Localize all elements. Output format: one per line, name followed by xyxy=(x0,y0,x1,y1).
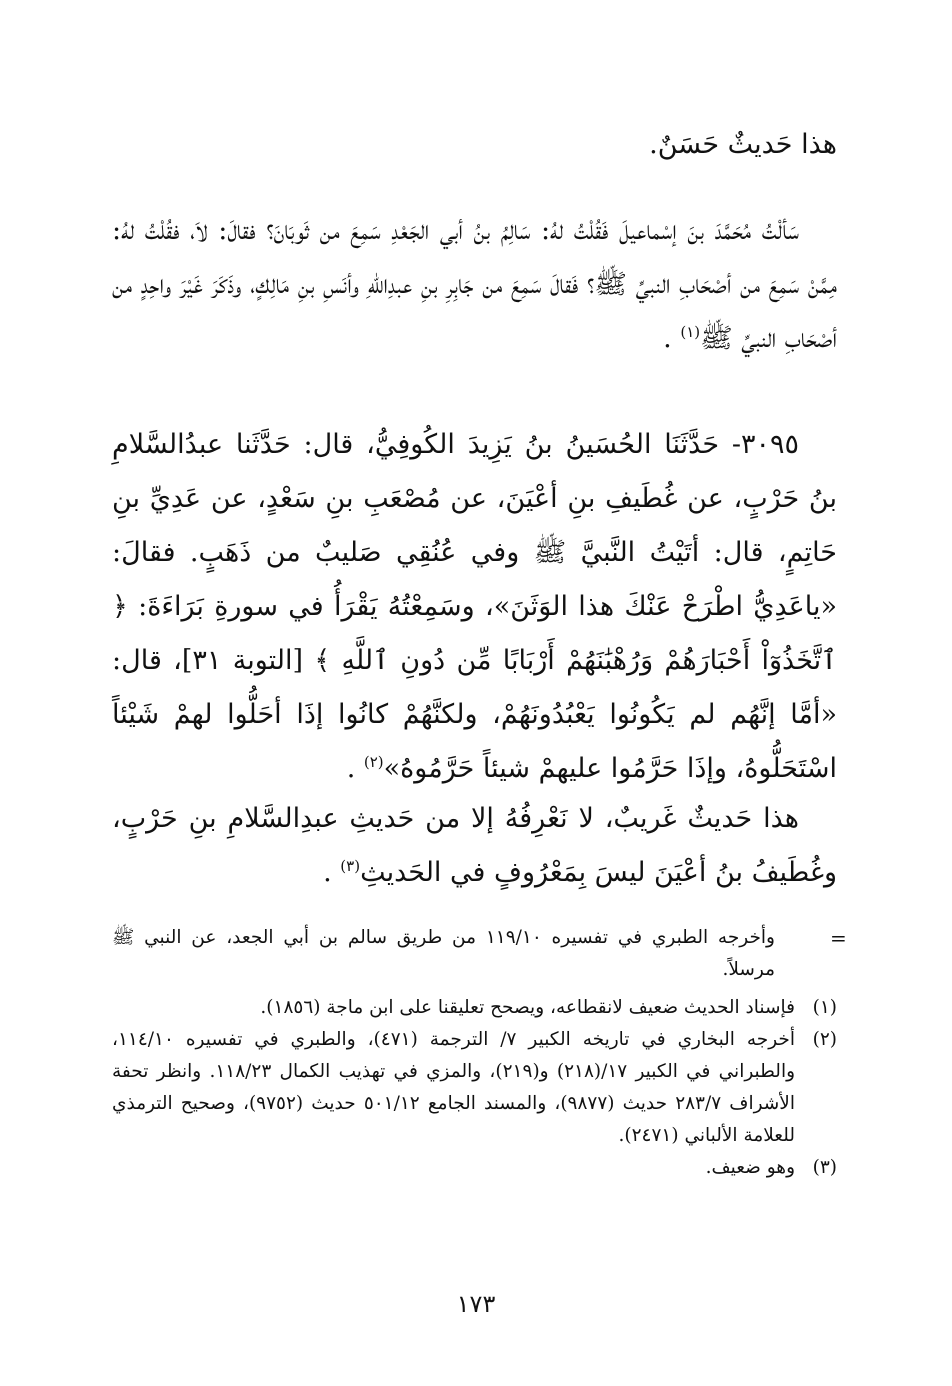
hadith-grade-line xyxy=(112,118,837,172)
footnote-continuation-text: وأخرجه الطبري في تفسيره ١١٩/١٠ من طريق سالم بن أبي الجعد، عن النبي ﷺ مرسلاً. xyxy=(112,927,775,980)
footnotes-section xyxy=(112,922,837,1184)
footnote-number: (٣) xyxy=(812,1157,837,1178)
footnote-ref-2: (٢) xyxy=(363,753,384,771)
footnote-text: فإسناد الحديث ضعيف لانقطاعه، ويصحح تعليقنا على ابن ماجة (١٨٥٦). xyxy=(260,997,795,1018)
paragraph-text: هذا حَديثٌ حَسَنٌ. xyxy=(649,129,837,160)
footnote-text: وهو ضعيف. xyxy=(705,1157,795,1178)
sentence-end: . xyxy=(663,323,681,354)
sentence-end: . xyxy=(323,857,341,888)
paragraph-text: ٣٠٩٥- حَدَّثَنَا الحُسَينُ بنُ يَزِيدَ الكُوفِيُّ، قال: حَدَّثَنا عبدُالسَّلامِ بنُ حَرْبٍ، عن غُطَيفِ بنِ أعْيَنَ، عن مُصْعَبِ بنِ سَعْدٍ، عن عَدِيِّ بنِ حَاتِمٍ، قال: أتَيْتُ النَّبيَّ ﷺ وفي عُنُقِي صَليبٌ من ذَهَبٍ. فقالَ: «ياعَدِيُّ اطْرَحْ عَنْكَ هذا الوَثَنَ»، وسَمِعْتُهُ يَقْرَأُ في سورةِ بَرَاءَةَ: ﴿ ٱتَّخَذُوٓاْ أَحْبَارَهُمْ وَرُهْبَٰنَهُمْ أَرْبَابًا مِّن دُونِ ٱللَّهِ ﴾ [التوبة ٣١]، قال: «أمَّا إنَّهُم لم يَكُونُوا يَعْبُدُونَهُمْ، ولكنَّهُمْ كانُوا إذَا أحَلُّوا لهمْ شَيْئاً اسْتَحَلُّوهُ، وإذَا حَرَّمُوا عليهمْ شيئاً حَرَّمُوهُ» xyxy=(112,429,837,784)
footnote-continuation xyxy=(112,922,837,986)
hadith-commentary-paragraph xyxy=(112,792,837,900)
page-number: ١٧٣ xyxy=(456,1290,496,1318)
paragraph-text: هذا حَديثٌ غَريبٌ، لا نَعْرِفُهُ إلا من حَديثِ عبدِالسَّلامِ بنِ حَرْبٍ، وغُطَيفُ بنُ أعْيَنَ ليسَ بِمَعْرُوفٍ في الحَديثِ xyxy=(112,803,837,888)
hadith-3095-paragraph xyxy=(112,418,837,796)
footnote-ref-1: (١) xyxy=(680,323,701,341)
footnote-continuation-mark: = xyxy=(830,926,847,950)
footnote-text: أخرجه البخاري في تاريخه الكبير ٧/ الترجمة (٤٧١)، والطبري في تفسيره ١١٤/١٠، والطبراني في الكبير ١٧/(٢١٨) و(٢١٩)، والمزي في تهذيب الكمال ١١٨/٢٣. وانظر تحفة الأشراف ٢٨٣/٧ حديث (٩٨٧٧)، والمسند الجامع ٥٠١/١٢ حديث (٩٧٥٢)، وصحيح الترمذي للعلامة الألباني (٢٤٧١). xyxy=(112,1029,796,1146)
bukhari-question-paragraph xyxy=(112,204,837,366)
footnote-number: (١) xyxy=(812,997,837,1018)
footnote-ref-3: (٣) xyxy=(340,857,361,875)
footnote-item-3 xyxy=(112,1152,837,1184)
paragraph-text: سَألْتُ مُحَمَّدَ بنَ إسْماعيلَ فَقُلْتُ لهُ: سَالِمُ بنُ أبي الجَعْدِ سَمِعَ من ثَوبَانَ؟ فقالَ: لاَ، فقُلْتُ لهُ: مِمَّنْ سَمِعَ من أصْحَابِ النبيِّ ﷺ؟ فَقالَ سَمِعَ من جَابِرِ بنِ عبدِاللهِ وأنَسِ بنِ مَالِكٍ، وذَكَرَ غَيْرَ واحِدٍ من أصْحَابِ النبيِّ ﷺ xyxy=(112,215,837,354)
sentence-end: . xyxy=(346,753,364,784)
footnote-number: (٢) xyxy=(812,1029,837,1050)
footnote-item-2 xyxy=(112,1024,837,1152)
footnote-item-1 xyxy=(112,992,837,1024)
